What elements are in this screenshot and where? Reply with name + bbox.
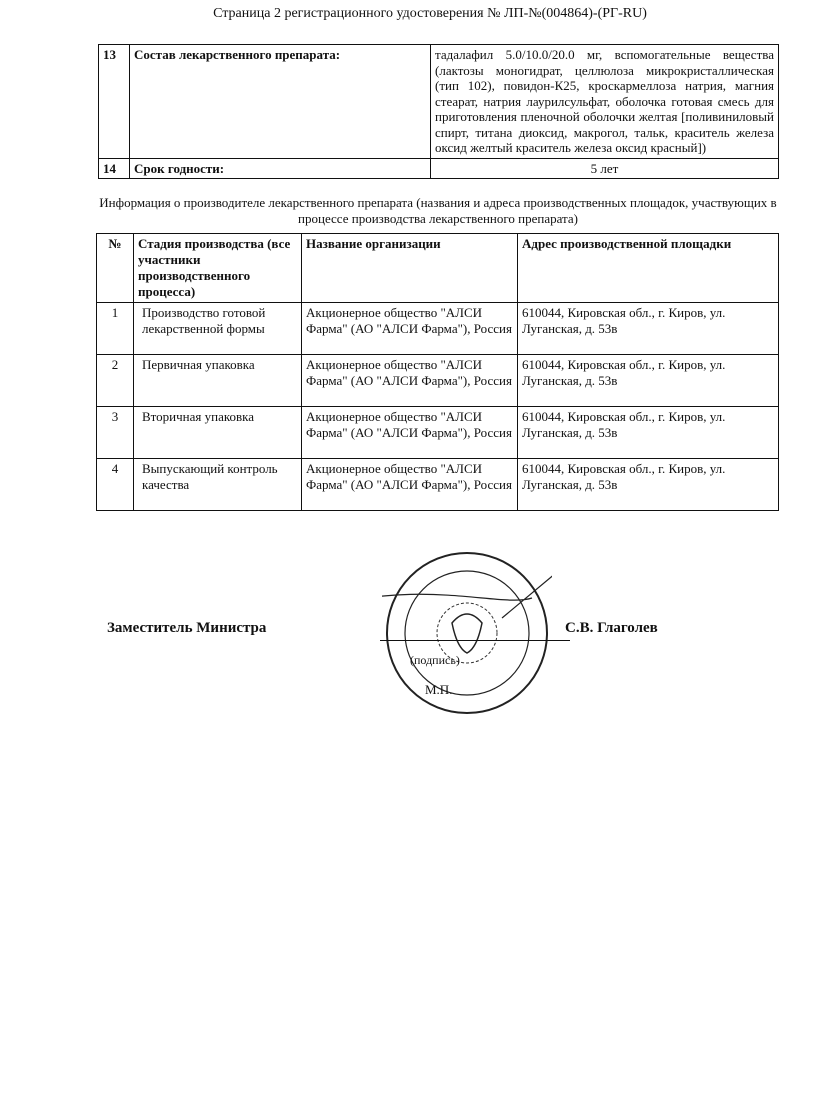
cell-stage: Первичная упаковка [134, 355, 302, 407]
row-label: Состав лекарственного препарата: [130, 45, 431, 159]
table-row [97, 355, 779, 407]
page-title: Страница 2 регистрационного удостоверения № ЛП-№(004864)-(РГ-RU) [213, 6, 647, 21]
cell-stage: Вторичная упаковка [134, 407, 302, 459]
cell-address: 610044, Кировская обл., г. Киров, ул. Луганская, д. 53в [518, 407, 779, 459]
signature-line [380, 640, 570, 641]
cell-address: 610044, Кировская обл., г. Киров, ул. Луганская, д. 53в [518, 459, 779, 511]
document-body [95, 44, 781, 511]
column-header: Адрес производственной площадки [518, 234, 779, 303]
row-number: 14 [99, 158, 130, 179]
row-value: 5 лет [431, 158, 779, 179]
cell-num: 2 [97, 355, 134, 407]
official-stamp [382, 548, 552, 718]
cell-num: 4 [97, 459, 134, 511]
composition-table [98, 44, 779, 179]
signature-caption: (подпись) [410, 653, 460, 667]
table-row [99, 45, 779, 159]
table-row [97, 459, 779, 511]
cell-org: Акционерное общество "АЛСИ Фарма" (АО "АЛСИ Фарма"), Россия [302, 355, 518, 407]
manufacturer-table [96, 233, 779, 511]
cell-num: 1 [97, 303, 134, 355]
row-label: Срок годности: [130, 158, 431, 179]
cell-org: Акционерное общество "АЛСИ Фарма" (АО "АЛСИ Фарма"), Россия [302, 459, 518, 511]
cell-num: 3 [97, 407, 134, 459]
signatory-role: Заместитель Министра [107, 620, 267, 636]
cell-address: 610044, Кировская обл., г. Киров, ул. Луганская, д. 53в [518, 355, 779, 407]
column-header: Стадия производства (все участники производственного процесса) [134, 234, 302, 303]
row-number: 13 [99, 45, 130, 159]
column-header: Название организации [302, 234, 518, 303]
seal-mark: М.П. [425, 682, 453, 697]
table-row [99, 158, 779, 179]
cell-address: 610044, Кировская обл., г. Киров, ул. Луганская, д. 53в [518, 303, 779, 355]
column-header: № [97, 234, 134, 303]
signature-stroke [382, 548, 552, 618]
cell-stage: Производство готовой лекарственной формы [134, 303, 302, 355]
row-value: тадалафил 5.0/10.0/20.0 мг, вспомогательные вещества (лактозы моногидрат, целлюлоза микрокристаллическая (тип 102), повидон-К25, кроскармеллоза натрия, магния стеарат, натрия лаурилсульфат, оболочка готовая смесь для приготовления пленочной оболочки желтая [поливиниловый спирт, титана диоксид, макрогол, тальк, краситель железа оксид желтый краситель железа оксид красный]) [431, 45, 779, 159]
cell-org: Акционерное общество "АЛСИ Фарма" (АО "АЛСИ Фарма"), Россия [302, 303, 518, 355]
cell-stage: Выпускающий контроль качества [134, 459, 302, 511]
cell-org: Акционерное общество "АЛСИ Фарма" (АО "АЛСИ Фарма"), Россия [302, 407, 518, 459]
table-header-row [97, 234, 779, 303]
signatory-name: С.В. Глаголев [565, 620, 658, 636]
table-row [97, 303, 779, 355]
table-row [97, 407, 779, 459]
section-heading: Информация о производителе лекарственного препарата (названия и адреса производственных площадок, участвующих в процессе производства лекарственного препарата) [99, 195, 777, 226]
